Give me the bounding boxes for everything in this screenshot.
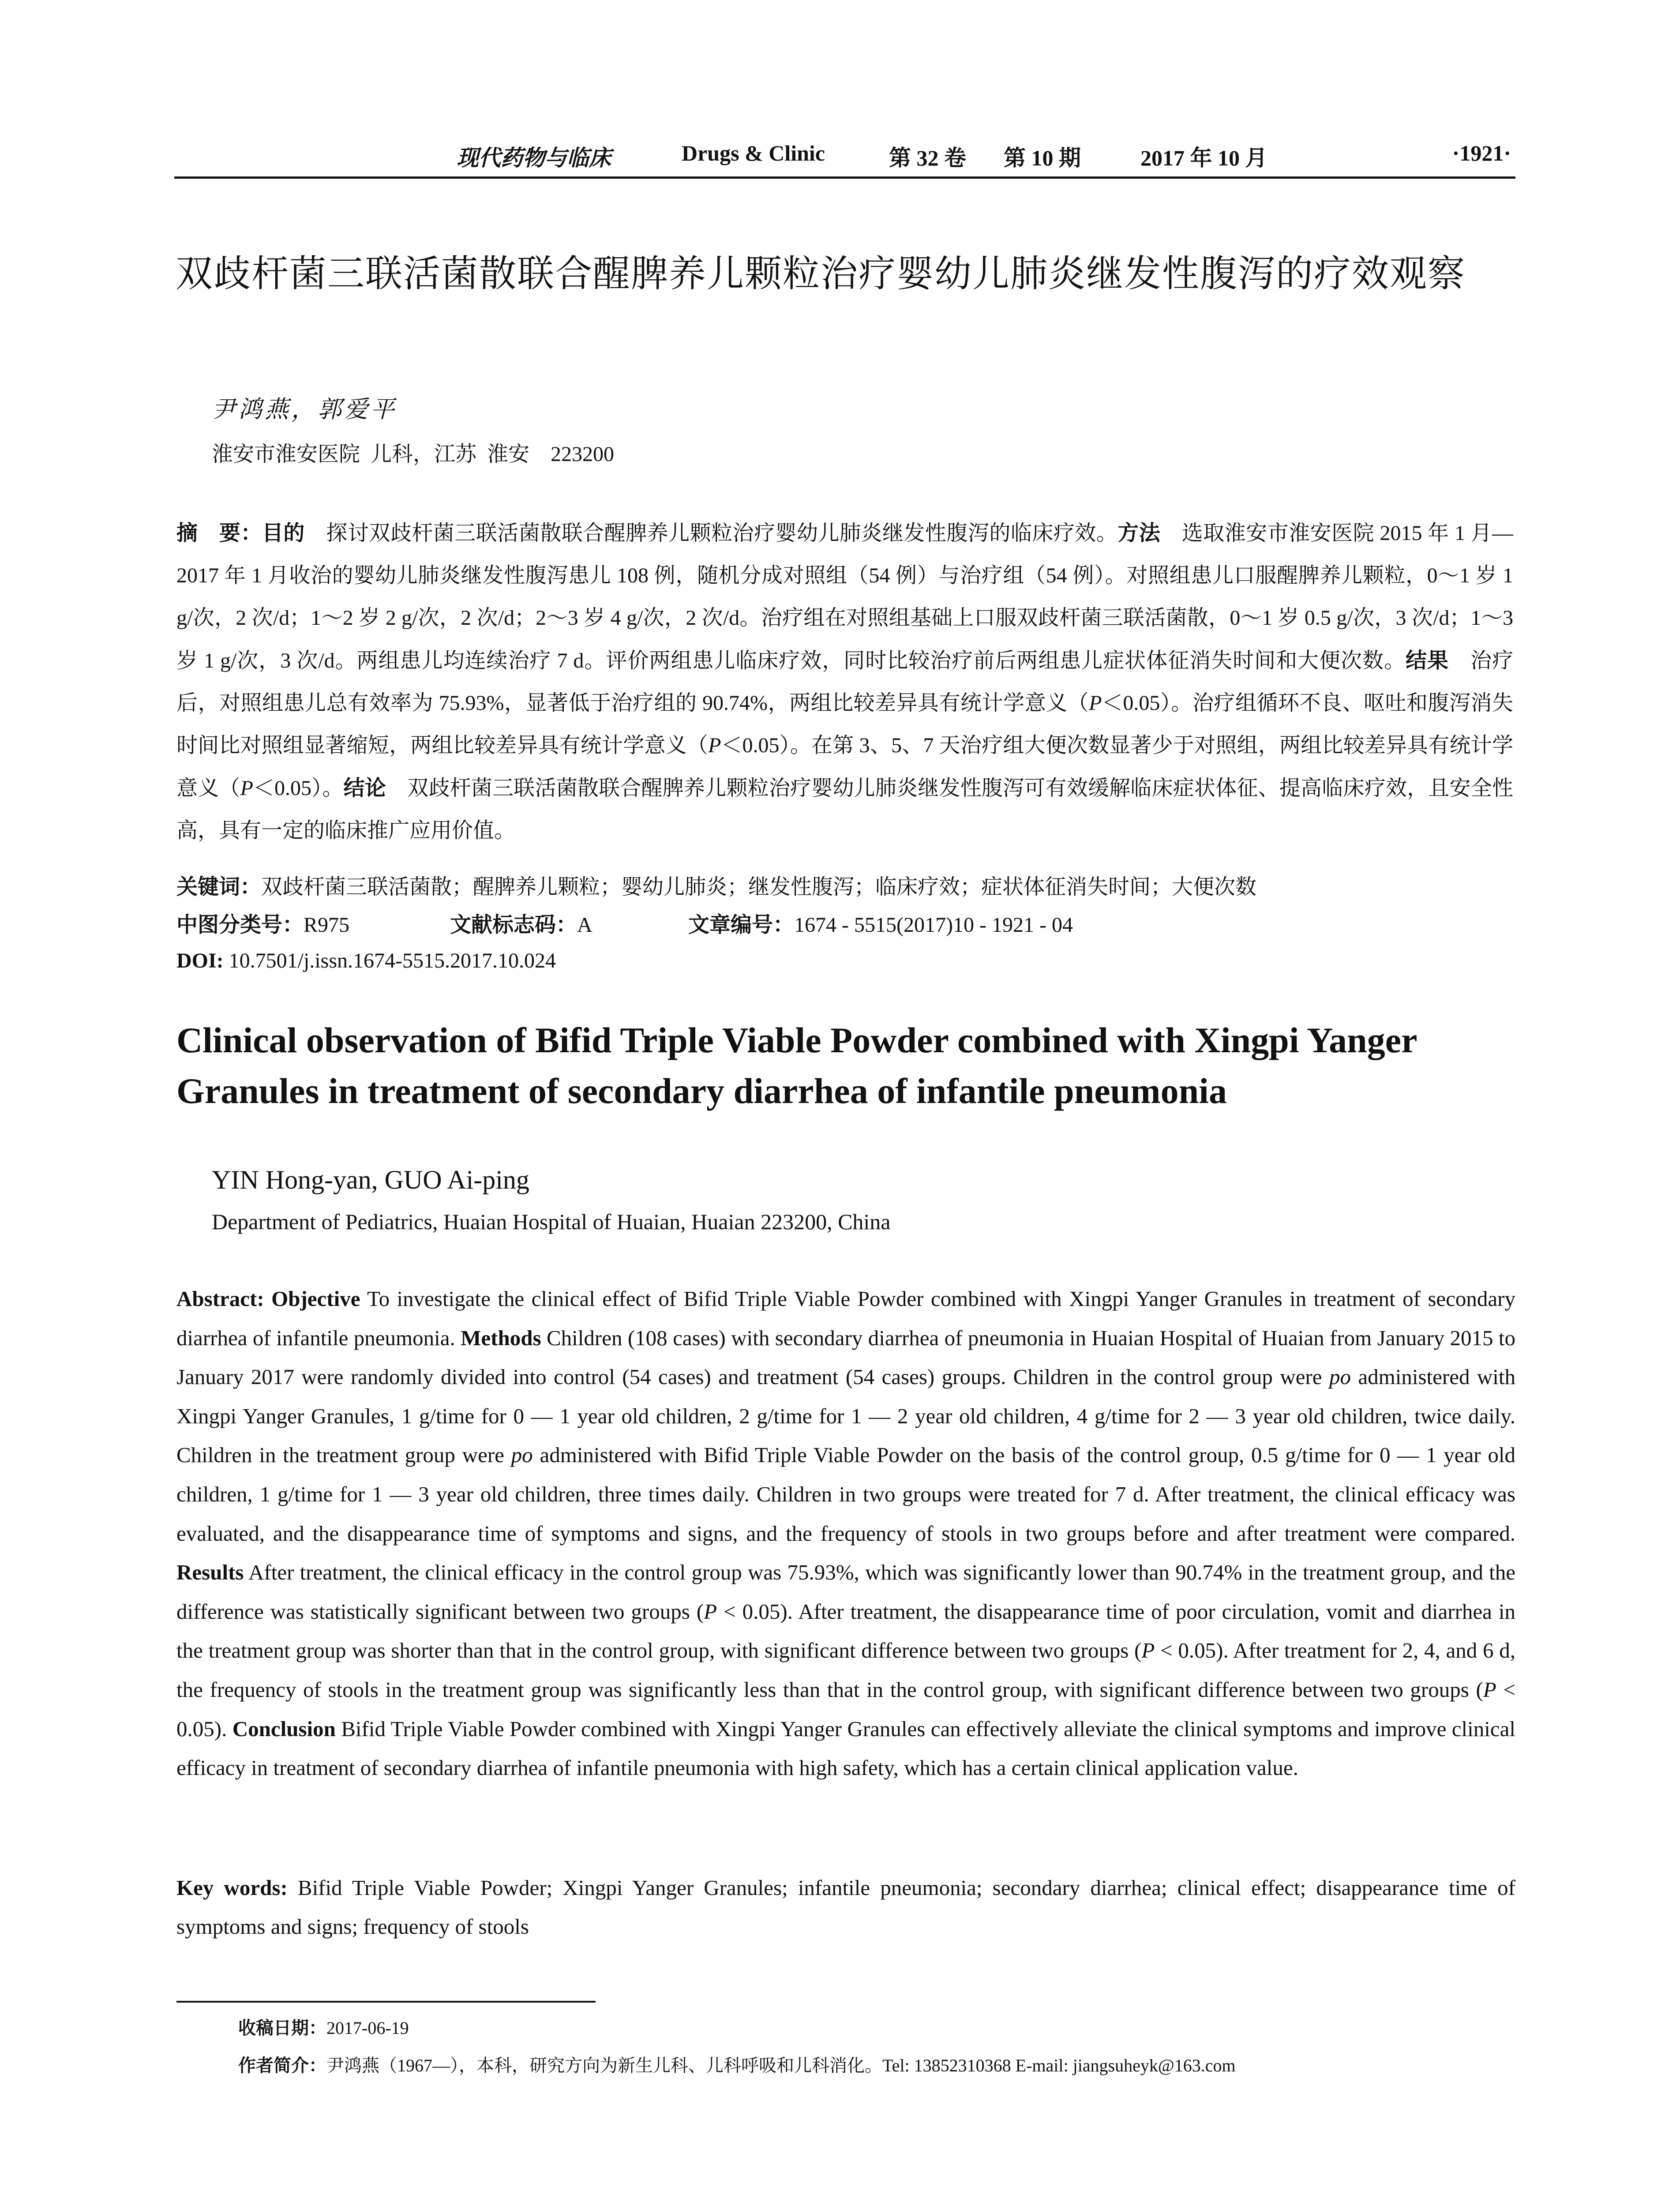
results-label-en: Results bbox=[176, 1560, 244, 1585]
results-text-cn: ＜0.05）。在第 3、5、7 天治疗组大便次数显著少于对照组，两组比较差异具有统计学意义（ bbox=[176, 734, 1513, 800]
po-abbrev: po bbox=[511, 1443, 533, 1467]
abstract-en bbox=[176, 1279, 1515, 1788]
results-text-en: < 0.05). bbox=[176, 1677, 1515, 1741]
p-symbol: P bbox=[708, 734, 721, 757]
p-symbol: P bbox=[240, 777, 253, 800]
methods-text-en: Children (108 cases) with secondary diarrhea of pneumonia in Huaian Hospital of Huaian from January 2015 to January 2017 were randomly divided into control (54 cases) and treatment (54 cases) groups. Children in the control group were bbox=[176, 1325, 1515, 1389]
keywords-cn bbox=[176, 867, 1513, 907]
footnote-rule bbox=[176, 2001, 596, 2003]
objective-label-en: Objective bbox=[264, 1287, 360, 1311]
author-bio-label: 作者简介： bbox=[238, 2056, 326, 2076]
p-symbol: P bbox=[704, 1599, 717, 1624]
conclusion-text-en: Bifid Triple Viable Powder combined with Xingpi Yanger Granules can effectively alleviate the clinical symptoms and improve clinical efficacy in treatment of secondary diarrhea of infantile pneumonia with high safety, which has a certain clinical application value. bbox=[176, 1716, 1515, 1780]
p-symbol: P bbox=[1089, 691, 1102, 715]
journal-name-en: Drugs & Clinic bbox=[682, 141, 825, 165]
methods-label-en: Methods bbox=[461, 1325, 541, 1350]
header-rule bbox=[174, 176, 1515, 179]
keywords-en-label: Key words: bbox=[176, 1876, 288, 1900]
article-title-cn: 双歧杆菌三联活菌散联合醒脾养儿颗粒治疗婴幼儿肺炎继发性腹泻的疗效观察 bbox=[176, 252, 1466, 295]
clc-value: R975 bbox=[304, 913, 350, 937]
methods-label-cn: 方法 bbox=[1118, 521, 1161, 545]
affiliation-cn: 淮安市淮安医院 儿科，江苏 淮安 223200 bbox=[212, 443, 615, 466]
conclusion-text-cn: 双歧杆菌三联活菌散联合醒脾养儿颗粒治疗婴幼儿肺炎继发性腹泻可有效缓解临床症状体征、提高临床疗效，且安全性高，具有一定的临床推广应用价值。 bbox=[176, 777, 1513, 842]
issue-date: 2017 年 10 月 bbox=[1140, 146, 1268, 170]
results-text-cn: ＜0.05）。 bbox=[253, 777, 344, 800]
abstract-cn-label: 摘 要： bbox=[176, 521, 262, 545]
po-abbrev: po bbox=[1329, 1365, 1351, 1389]
authors-cn: 尹鸿燕，郭爱平 bbox=[212, 396, 397, 423]
results-label-cn: 结果 bbox=[1406, 648, 1449, 673]
conclusion-label-en: Conclusion bbox=[232, 1716, 336, 1741]
received-label: 收稿日期： bbox=[238, 2018, 326, 2038]
classification-line bbox=[176, 908, 1073, 938]
doi-label: DOI: bbox=[176, 949, 224, 972]
running-header bbox=[174, 140, 1515, 176]
volume-label: 第 32 卷 bbox=[889, 146, 966, 170]
authors-en: YIN Hong-yan, GUO Ai-ping bbox=[212, 1165, 529, 1194]
conclusion-label-cn: 结论 bbox=[343, 776, 386, 800]
page-number: ·1921· bbox=[1452, 141, 1511, 165]
p-symbol: P bbox=[1483, 1677, 1496, 1702]
results-text-cn: 治疗后，对照组患儿总有效率为 75.93%，显著低于治疗组的 90.74%，两组比较差异具有统计学意义（ bbox=[176, 649, 1513, 715]
p-symbol: P bbox=[1141, 1638, 1155, 1663]
keywords-en bbox=[176, 1868, 1515, 1946]
results-text-en: < 0.05). After treatment for 2, 4, and 6 d, the frequency of stools in the treatment group was significantly less than that in the control group, with significant difference between two groups ( bbox=[176, 1638, 1515, 1702]
abstract-en-label: Abstract: bbox=[176, 1287, 264, 1311]
doi-link[interactable]: 10.7501/j.issn.1674-5515.2017.10.024 bbox=[223, 949, 556, 972]
methods-text-en: administered with Xingpi Yanger Granules, 1 g/time for 0 — 1 year old children, 2 g/time for 1 — 2 year old children, 4 g/time for 2 — 3 year old children, twice daily. Children in the treatment group were bbox=[176, 1365, 1516, 1467]
footnote-author bbox=[238, 2052, 1236, 2077]
article-title-en: Clinical observation of Bifid Triple Viable Powder combined with Xingpi Yanger Granules in treatment of secondary diarrhea of infantile pneumonia bbox=[176, 1020, 1417, 1111]
article-no-value: 1674 - 5515(2017)10 - 1921 - 04 bbox=[794, 913, 1073, 937]
keywords-cn-text: 双歧杆菌三联活菌散；醒脾养儿颗粒；婴幼儿肺炎；继发性腹泻；临床疗效；症状体征消失时间；大便次数 bbox=[261, 875, 1257, 899]
objective-text-en: To investigate the clinical effect of Bifid Triple Viable Powder combined with Xingpi Yanger Granules in treatment of secondary diarrhea of infantile pneumonia. bbox=[176, 1287, 1515, 1350]
author-bio-text: 尹鸿燕（1967—），本科，研究方向为新生儿科、儿科呼吸和儿科消化。Tel: 13852310368 E-mail: jiangsuheyk@163.com bbox=[326, 2056, 1236, 2075]
keywords-en-text: Bifid Triple Viable Powder; Xingpi Yanger Granules; infantile pneumonia; secondary diarrhea; clinical effect; disappearance time of symptoms and signs; frequency of stools bbox=[176, 1876, 1515, 1939]
doc-code-value: A bbox=[577, 913, 592, 937]
issue-label: 第 10 期 bbox=[1004, 146, 1081, 170]
journal-name-cn: 现代药物与临床 bbox=[457, 146, 611, 170]
received-date: 2017-06-19 bbox=[326, 2018, 409, 2038]
keywords-cn-label: 关键词： bbox=[176, 874, 262, 899]
objective-text-cn: 探讨双歧杆菌三联活菌散联合醒脾养儿颗粒治疗婴幼儿肺炎继发性腹泻的临床疗效。 bbox=[304, 521, 1118, 545]
footnote-received bbox=[238, 2014, 409, 2039]
clc-label: 中图分类号： bbox=[176, 912, 304, 937]
doc-code-label: 文献标志码： bbox=[450, 912, 578, 937]
results-text-cn: ＜0.05）。治疗组循环不良、呕吐和腹泻消失时间比对照组显著缩短，两组比较差异具有统计学意义（ bbox=[176, 691, 1513, 757]
affiliation-en: Department of Pediatrics, Huaian Hospital of Huaian, Huaian 223200, China bbox=[212, 1209, 891, 1234]
methods-text-cn: 选取淮安市淮安医院 2015 年 1 月—2017 年 1 月收治的婴幼儿肺炎继发性腹泻患儿 108 例，随机分成对照组（54 例）与治疗组（54 例）。对照组患儿口服醒脾养儿颗粒，0～1 岁 1 g/次，2 次/d；1～2 岁 2 g/次，2 次/d；2～3 岁 4 g/次，2 次/d。治疗组在对照组基础上口服双歧杆菌三联活菌散，0～1 岁 0.5 g/次，3 次/d；1～3 岁 1 g/次，3 次/d。两组患儿均连续治疗 7 d。评价两组患儿临床疗效，同时比较治疗前后两组患儿症状体征消失时间和大便次数。 bbox=[176, 521, 1513, 672]
results-text-en: After treatment, the clinical efficacy in the control group was 75.93%, which was significantly lower than 90.74% in the treatment group, and the difference was statistically significant between two groups ( bbox=[176, 1560, 1515, 1624]
results-text-en: < 0.05). After treatment, the disappearance time of poor circulation, vomit and diarrhea in the treatment group was shorter than that in the control group, with significant difference between two groups ( bbox=[176, 1599, 1515, 1663]
doi-line bbox=[176, 949, 556, 973]
article-no-label: 文章编号： bbox=[688, 912, 795, 937]
abstract-cn bbox=[176, 512, 1513, 852]
objective-label-cn: 目的 bbox=[262, 521, 305, 545]
methods-text-en: administered with Bifid Triple Viable Powder on the basis of the control group, 0.5 g/time for 0 — 1 year old children, 1 g/time for 1 — 3 year old children, three times daily. Children in two groups were treated for 7 d. After treatment, the clinical efficacy was evaluated, and the disappearance time of symptoms and signs, and the frequency of stools in two groups before and after treatment were compared. bbox=[176, 1443, 1515, 1546]
